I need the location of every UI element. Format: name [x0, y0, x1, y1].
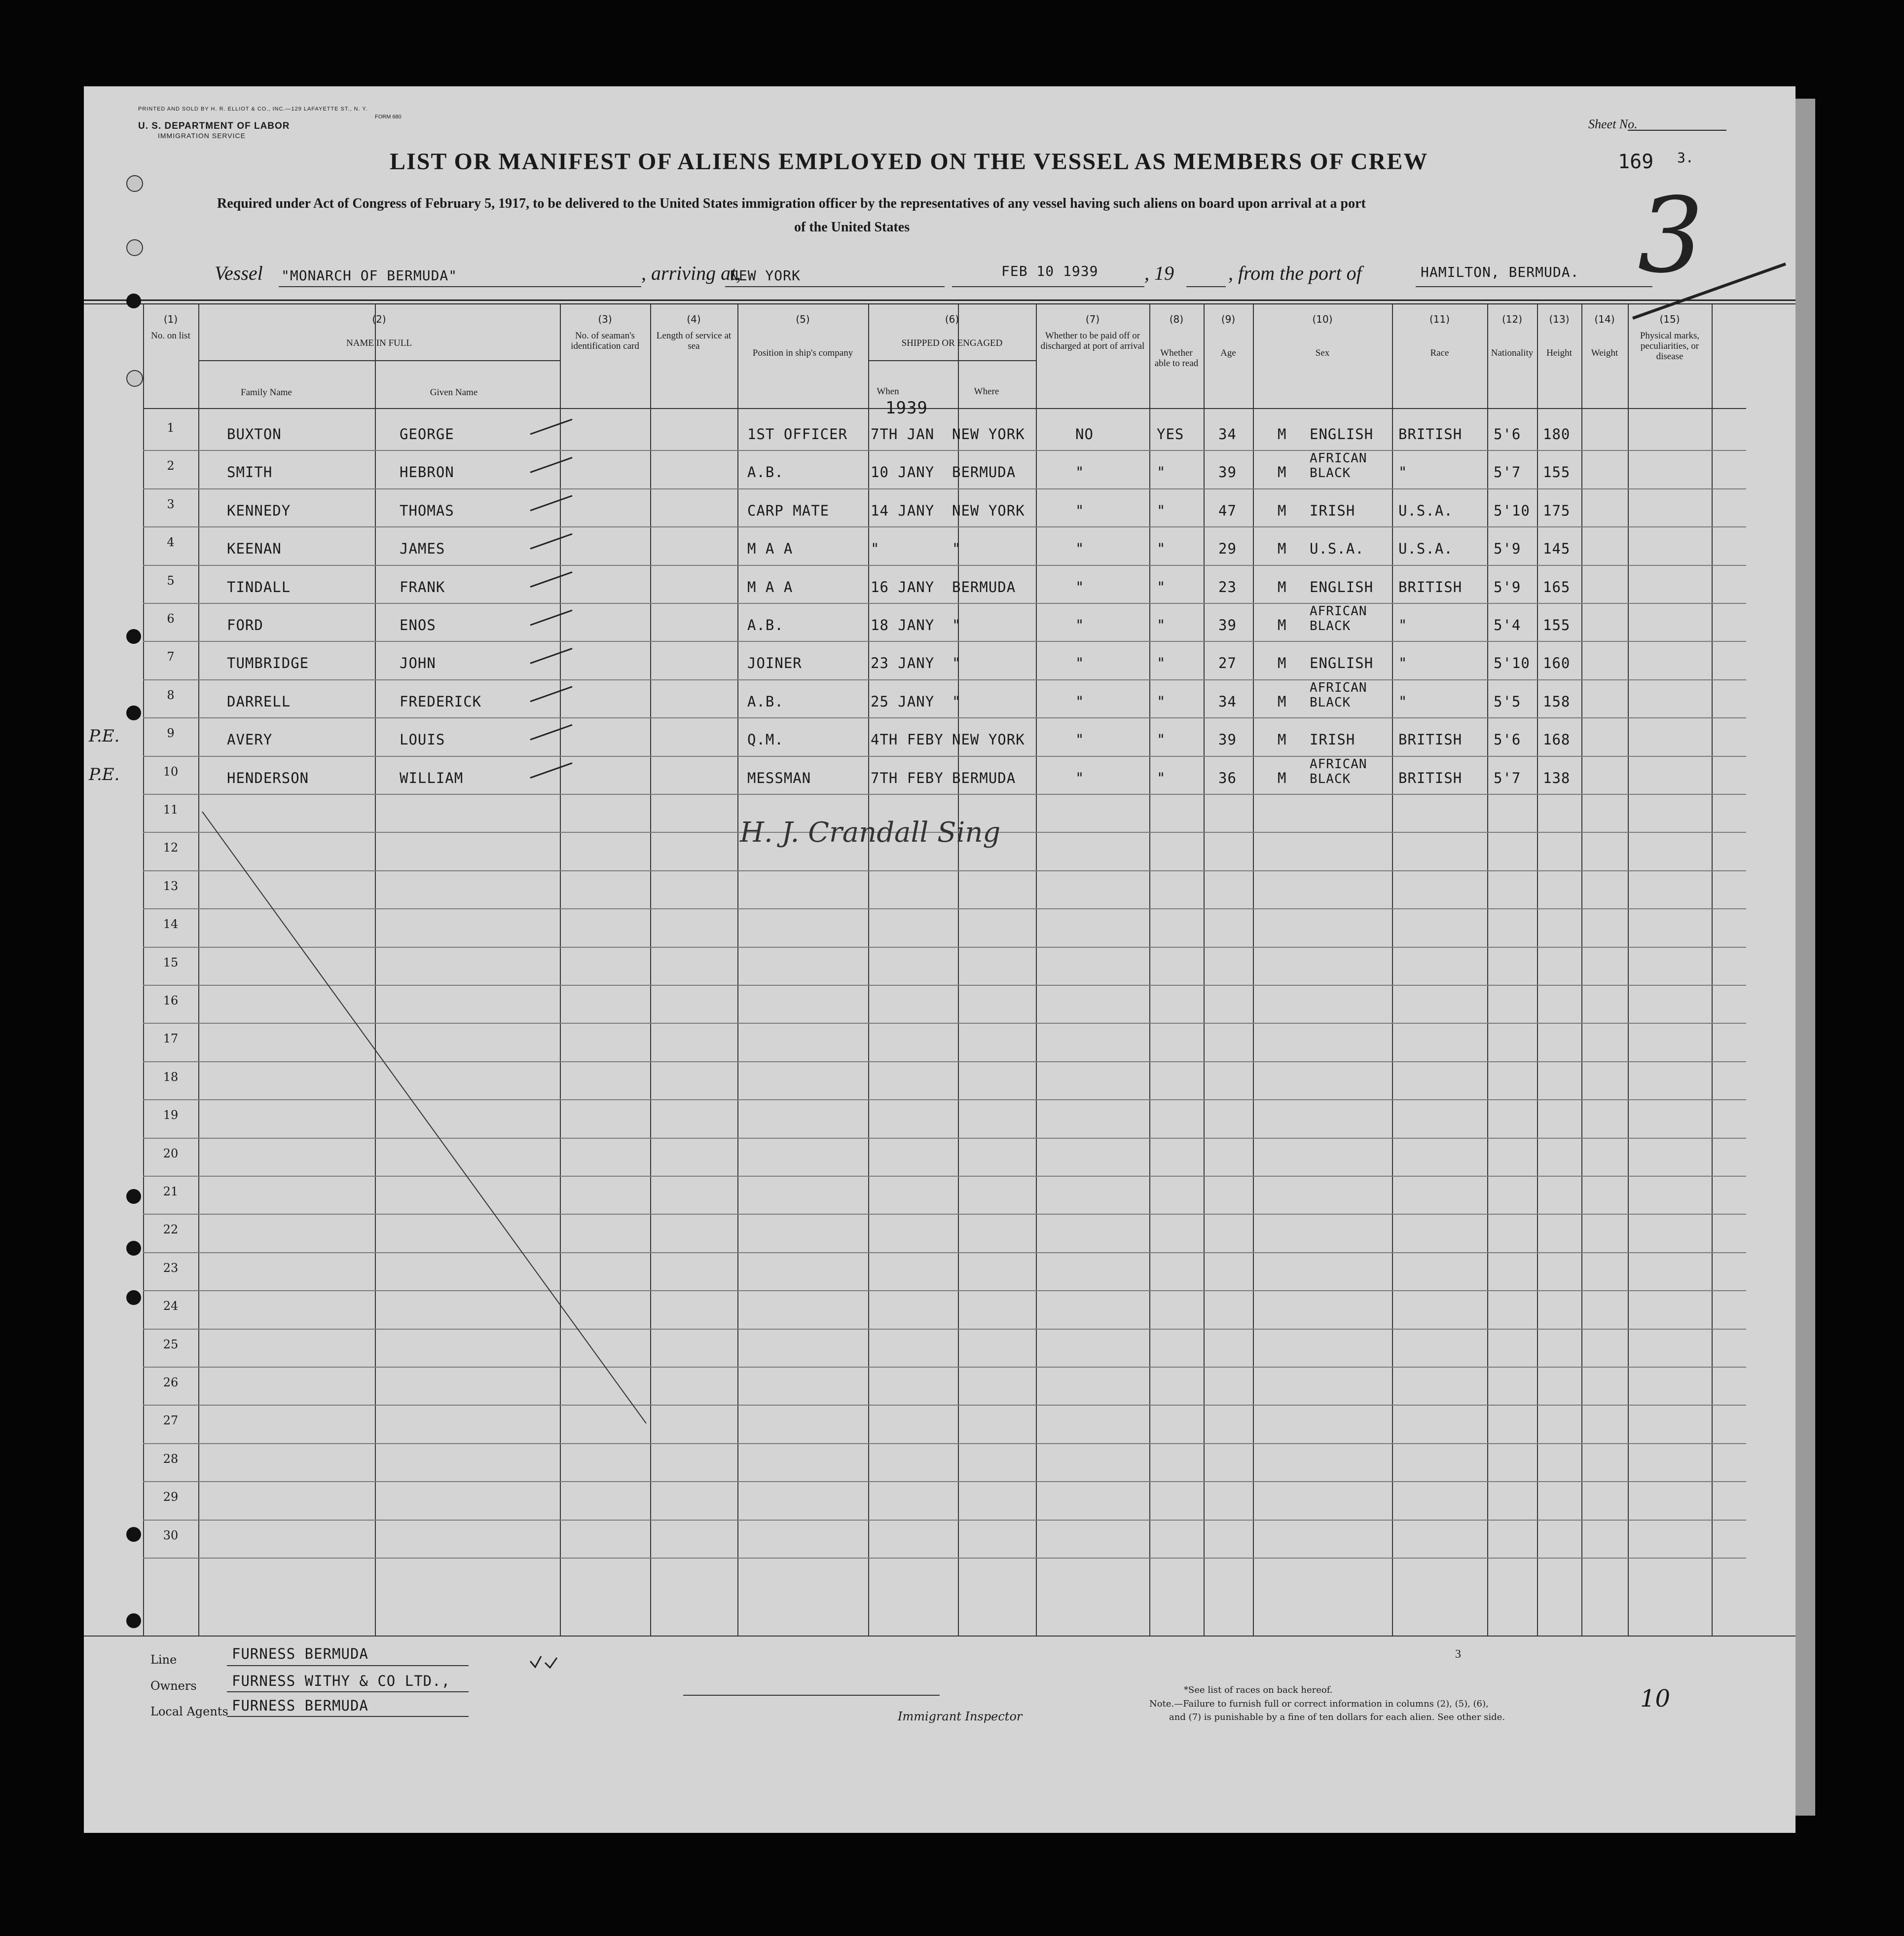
cell-when: 7TH FEBY	[871, 769, 944, 786]
cell-where: "	[952, 540, 961, 558]
column-label: Position in ship's company	[752, 348, 853, 358]
cell-when: 25 JANY	[871, 693, 935, 710]
cell-age: 39	[1218, 617, 1237, 633]
column-number: (14)	[1594, 313, 1615, 325]
row-number: 15	[163, 955, 179, 969]
cell-age: 27	[1218, 655, 1237, 672]
cell-age: 34	[1218, 426, 1237, 443]
column-number: (6)	[945, 313, 959, 325]
binder-hole	[126, 370, 143, 387]
department-label: U. S. DEPARTMENT OF LABOR	[138, 121, 290, 131]
cell-read: "	[1157, 578, 1166, 596]
cell-weight: 155	[1543, 617, 1571, 633]
cell-position: CARP MATE	[747, 502, 830, 519]
binder-hole	[126, 239, 143, 256]
cell-nationality: "	[1398, 464, 1408, 481]
page-number: 169	[1618, 150, 1654, 173]
cell-given: THOMAS	[400, 502, 454, 519]
cell-height: 5'6	[1494, 731, 1521, 748]
agents-label: Local Agents	[150, 1705, 228, 1718]
cell-given: FREDERICK	[400, 693, 482, 710]
cell-when: 10 JANY	[871, 464, 935, 481]
cell-given: HEBRON	[400, 464, 454, 481]
column-label: Sex	[1315, 348, 1330, 358]
small-mark: 3	[1455, 1648, 1461, 1661]
column-number: (11)	[1429, 313, 1450, 325]
binder-hole	[126, 629, 141, 644]
cell-paid-off: "	[1075, 578, 1085, 596]
cell-nationality: U.S.A.	[1398, 502, 1453, 519]
column-number: (13)	[1549, 313, 1570, 325]
cell-race: ENGLISH	[1310, 578, 1374, 596]
cell-nationality: "	[1398, 693, 1408, 710]
family-name-header: Family Name	[241, 387, 292, 398]
annotation-overlay	[84, 86, 1795, 1833]
cell-read: "	[1157, 464, 1166, 481]
cell-family: TUMBRIDGE	[227, 655, 309, 672]
check-tick	[530, 572, 572, 587]
owners-underline	[227, 1691, 469, 1692]
cell-weight: 155	[1543, 464, 1571, 481]
line-label: Line	[150, 1653, 177, 1667]
row-number: 3	[167, 497, 175, 511]
cell-read: "	[1157, 502, 1166, 519]
cell-where: "	[952, 655, 961, 672]
cell-nationality: "	[1398, 655, 1408, 672]
column-number: (4)	[687, 313, 701, 325]
vessel-label: Vessel	[215, 262, 263, 284]
row-number: 2	[167, 459, 175, 473]
inspector-signature-line	[683, 1695, 940, 1696]
cell-given: ENOS	[400, 617, 436, 633]
column-number: (5)	[796, 313, 810, 325]
row-number: 1	[167, 421, 175, 435]
cell-read: "	[1157, 769, 1166, 786]
cell-position: 1ST OFFICER	[747, 426, 848, 443]
cell-given: LOUIS	[400, 731, 445, 748]
row-number: 8	[167, 688, 175, 702]
cell-where: NEW YORK	[952, 502, 1025, 519]
races-note: *See list of races on back hereof.	[1184, 1685, 1333, 1695]
cell-when: 16 JANY	[871, 578, 935, 596]
cell-race: AFRICAN BLACK	[1310, 604, 1367, 633]
cell-paid-off: "	[1075, 693, 1085, 710]
cell-nationality: BRITISH	[1398, 769, 1463, 786]
column-label: SHIPPED OR ENGAGED	[901, 338, 1003, 348]
column-number: (2)	[372, 313, 386, 325]
cell-read: "	[1157, 731, 1166, 748]
cell-race: U.S.A.	[1310, 540, 1364, 558]
inspector-signature: H. J. Crandall Sing	[740, 817, 1001, 849]
row-number: 10	[163, 764, 179, 779]
cell-paid-off: "	[1075, 769, 1085, 786]
binder-hole	[126, 1613, 141, 1628]
cell-family: DARRELL	[227, 693, 291, 710]
row-number: 26	[163, 1376, 179, 1389]
column-label: No. of seaman's identification card	[571, 331, 639, 351]
cell-sex: M	[1278, 769, 1287, 786]
row-number: 12	[163, 841, 179, 855]
margin-note: P.E.	[89, 726, 120, 746]
cell-when: "	[871, 540, 880, 558]
cell-height: 5'10	[1494, 655, 1530, 672]
cell-read: "	[1157, 617, 1166, 633]
subtitle-line-1: Required under Act of Congress of February 5, 1917, to be delivered to the United States immigration officer by the representatives of any vessel having such aliens on board upon arrival at a port	[217, 196, 1366, 211]
year-label: , 19	[1144, 262, 1174, 284]
cell-weight: 145	[1543, 540, 1571, 558]
given-name-header: Given Name	[430, 387, 478, 398]
row-number: 13	[163, 879, 179, 893]
year-note: 1939	[885, 398, 928, 418]
cell-nationality: "	[1398, 617, 1408, 633]
row-number: 6	[167, 612, 175, 626]
row-number: 27	[163, 1414, 179, 1428]
cell-age: 36	[1218, 769, 1237, 786]
column-label: No. on list	[151, 331, 190, 341]
line-underline	[227, 1665, 469, 1666]
cell-height: 5'9	[1494, 540, 1521, 558]
cell-when: 23 JANY	[871, 655, 935, 672]
arriving-label: , arriving at,	[641, 262, 741, 284]
cell-given: FRANK	[400, 578, 445, 596]
cell-read: "	[1157, 693, 1166, 710]
cell-given: GEORGE	[400, 426, 454, 443]
cell-when: 4TH FEBY	[871, 731, 944, 748]
check-tick	[530, 496, 572, 511]
column-number: (9)	[1221, 313, 1236, 325]
cell-sex: M	[1278, 464, 1287, 481]
row-number: 16	[163, 994, 179, 1007]
service-label: IMMIGRATION SERVICE	[158, 132, 246, 140]
column-number: (8)	[1169, 313, 1184, 325]
cell-weight: 175	[1543, 502, 1571, 519]
from-port: HAMILTON, BERMUDA.	[1421, 264, 1579, 280]
column-label: Length of service at sea	[656, 331, 732, 351]
handwritten-sheet-mark: 3	[1638, 175, 1704, 296]
sheet-number-label: Sheet No.	[1588, 117, 1638, 131]
column-label: Whether to be paid off or discharged at port of arrival	[1040, 331, 1145, 351]
cell-height: 5'10	[1494, 502, 1530, 519]
row-number: 17	[163, 1032, 179, 1046]
cell-family: AVERY	[227, 731, 273, 748]
owners-value: FURNESS WITHY & CO LTD.,	[232, 1673, 451, 1689]
cell-sex: M	[1278, 540, 1287, 558]
cell-family: KEENAN	[227, 540, 282, 558]
row-number: 11	[163, 803, 179, 817]
cell-weight: 138	[1543, 769, 1571, 786]
column-number: (12)	[1501, 313, 1523, 325]
footer-rule	[84, 1636, 1795, 1637]
column-number: (1)	[163, 313, 178, 325]
arriving-port: NEW YORK	[730, 267, 801, 284]
column-label: Weight	[1591, 348, 1618, 358]
cell-paid-off: "	[1075, 502, 1085, 519]
row-number: 24	[163, 1299, 179, 1313]
cell-position: A.B.	[747, 464, 784, 481]
cell-weight: 160	[1543, 655, 1571, 672]
cell-paid-off: "	[1075, 655, 1085, 672]
cell-race: AFRICAN BLACK	[1310, 756, 1367, 786]
manifest-sheet	[84, 86, 1795, 1833]
binder-hole	[126, 175, 143, 192]
cell-race: IRISH	[1310, 502, 1355, 519]
check-tick	[530, 419, 572, 434]
cell-position: A.B.	[747, 693, 784, 710]
cell-weight: 168	[1543, 731, 1571, 748]
vessel-name: "MONARCH OF BERMUDA"	[281, 267, 458, 284]
arrival-date: FEB 10 1939	[1001, 263, 1098, 279]
binder-hole	[126, 1527, 141, 1542]
cell-given: WILLIAM	[400, 769, 464, 786]
check-tick	[530, 610, 572, 625]
cell-height: 5'9	[1494, 578, 1521, 596]
cell-when: 7TH JAN	[871, 426, 935, 443]
cell-sex: M	[1278, 578, 1287, 596]
cell-family: HENDERSON	[227, 769, 309, 786]
cell-paid-off: "	[1075, 464, 1085, 481]
cell-paid-off: NO	[1075, 426, 1094, 443]
check-tick	[530, 725, 572, 740]
column-number: (15)	[1659, 313, 1680, 325]
cell-family: BUXTON	[227, 426, 282, 443]
cell-sex: M	[1278, 731, 1287, 748]
row-number: 22	[163, 1223, 179, 1237]
cell-sex: M	[1278, 502, 1287, 519]
column-label: Race	[1430, 348, 1449, 358]
cell-paid-off: "	[1075, 731, 1085, 748]
cell-position: Q.M.	[747, 731, 784, 748]
cell-age: 39	[1218, 464, 1237, 481]
row-number: 5	[167, 573, 175, 588]
cell-when: 18 JANY	[871, 617, 935, 633]
where-header: Where	[974, 386, 999, 397]
column-label: Physical marks, peculiarities, or disease	[1640, 331, 1700, 362]
check-tick	[530, 687, 572, 702]
cell-height: 5'4	[1494, 617, 1521, 633]
form-number: FORM 680	[375, 114, 402, 120]
cell-position: MESSMAN	[747, 769, 811, 786]
owners-checkmark	[530, 1656, 557, 1668]
printer-imprint: PRINTED AND SOLD BY H. R. ELLIOT & CO., INC.—129 LAFAYETTE ST., N. Y.	[138, 106, 368, 112]
cell-where: BERMUDA	[952, 769, 1016, 786]
cell-when: 14 JANY	[871, 502, 935, 519]
page-title: LIST OR MANIFEST OF ALIENS EMPLOYED ON THE VESSEL AS MEMBERS OF CREW	[390, 149, 1428, 175]
cell-nationality: BRITISH	[1398, 578, 1463, 596]
row-number: 21	[163, 1185, 179, 1198]
cell-paid-off: "	[1075, 540, 1085, 558]
cell-sex: M	[1278, 693, 1287, 710]
cell-where: "	[952, 617, 961, 633]
row-number: 23	[163, 1261, 179, 1275]
row-number: 7	[167, 650, 175, 664]
row-number: 20	[163, 1146, 179, 1160]
when-header: When	[877, 386, 899, 397]
cell-race: AFRICAN BLACK	[1310, 680, 1367, 710]
cell-nationality: BRITISH	[1398, 426, 1463, 443]
column-label: NAME IN FULL	[346, 338, 412, 348]
cell-height: 5'7	[1494, 769, 1521, 786]
cell-sex: M	[1278, 655, 1287, 672]
cell-age: 29	[1218, 540, 1237, 558]
inspector-label: Immigrant Inspector	[898, 1710, 1023, 1723]
cell-height: 5'6	[1494, 426, 1521, 443]
column-number: (7)	[1085, 313, 1100, 325]
check-tick	[530, 534, 572, 549]
cell-position: M A A	[747, 540, 793, 558]
margin-note: P.E.	[89, 764, 120, 784]
check-ticks	[530, 419, 572, 778]
binder-hole	[126, 1189, 141, 1204]
agents-underline	[227, 1716, 469, 1717]
from-port-label: , from the port of	[1228, 262, 1362, 284]
cell-position: A.B.	[747, 617, 784, 633]
row-number: 4	[167, 535, 175, 550]
cell-race: IRISH	[1310, 731, 1355, 748]
row-number: 30	[163, 1528, 179, 1542]
cell-race: AFRICAN BLACK	[1310, 451, 1367, 481]
line-value: FURNESS BERMUDA	[232, 1645, 368, 1662]
row-number: 28	[163, 1452, 179, 1466]
cell-family: SMITH	[227, 464, 273, 481]
row-number: 19	[163, 1108, 179, 1122]
binder-hole	[126, 1290, 141, 1305]
cell-sex: M	[1278, 426, 1287, 443]
check-tick	[530, 763, 572, 778]
cell-age: 34	[1218, 693, 1237, 710]
cell-family: TINDALL	[227, 578, 291, 596]
cell-weight: 165	[1543, 578, 1571, 596]
row-number: 25	[163, 1337, 179, 1351]
cell-read: "	[1157, 655, 1166, 672]
cell-where: NEW YORK	[952, 426, 1025, 443]
cell-race: ENGLISH	[1310, 426, 1374, 443]
cell-paid-off: "	[1075, 617, 1085, 633]
cell-nationality: U.S.A.	[1398, 540, 1453, 558]
cell-read: YES	[1157, 426, 1184, 443]
cell-position: JOINER	[747, 655, 802, 672]
cell-age: 47	[1218, 502, 1237, 519]
cell-family: KENNEDY	[227, 502, 291, 519]
cell-given: JAMES	[400, 540, 445, 558]
column-number: (3)	[598, 313, 612, 325]
cell-height: 5'7	[1494, 464, 1521, 481]
cell-age: 39	[1218, 731, 1237, 748]
column-label: Age	[1220, 348, 1236, 358]
cell-height: 5'5	[1494, 693, 1521, 710]
check-tick	[530, 457, 572, 472]
cell-weight: 158	[1543, 693, 1571, 710]
cancel-diagonal-line	[202, 812, 646, 1423]
subtitle-line-2: of the United States	[794, 220, 910, 235]
binder-hole	[126, 294, 141, 308]
cell-sex: M	[1278, 617, 1287, 633]
big-mark-slash	[1633, 264, 1786, 318]
column-number: (10)	[1312, 313, 1333, 325]
owners-label: Owners	[150, 1679, 197, 1693]
row-number: 18	[163, 1070, 179, 1084]
cell-race: ENGLISH	[1310, 655, 1374, 672]
cell-where: BERMUDA	[952, 578, 1016, 596]
fine-note-2: and (7) is punishable by a fine of ten dollars for each alien. See other side.	[1169, 1712, 1505, 1722]
column-label: Whether able to read	[1154, 348, 1199, 369]
fine-note-1: Note.—Failure to furnish full or correct information in columns (2), (5), (6),	[1149, 1699, 1489, 1709]
row-number: 9	[167, 726, 175, 741]
column-label: Nationality	[1491, 348, 1534, 358]
binder-hole	[126, 706, 141, 720]
page-sub-number: 3.	[1677, 149, 1694, 166]
cell-weight: 180	[1543, 426, 1571, 443]
row-number: 14	[163, 917, 179, 931]
cell-read: "	[1157, 540, 1166, 558]
column-label: Height	[1546, 348, 1572, 358]
row-number: 29	[163, 1490, 179, 1504]
cell-where: "	[952, 693, 961, 710]
cell-nationality: BRITISH	[1398, 731, 1463, 748]
cell-where: BERMUDA	[952, 464, 1016, 481]
cell-given: JOHN	[400, 655, 436, 672]
cell-age: 23	[1218, 578, 1237, 596]
cell-family: FORD	[227, 617, 263, 633]
cell-position: M A A	[747, 578, 793, 596]
count-mark: 10	[1640, 1685, 1671, 1713]
cell-where: NEW YORK	[952, 731, 1025, 748]
agents-value: FURNESS BERMUDA	[232, 1697, 368, 1714]
check-tick	[530, 648, 572, 663]
binder-hole	[126, 1241, 141, 1256]
